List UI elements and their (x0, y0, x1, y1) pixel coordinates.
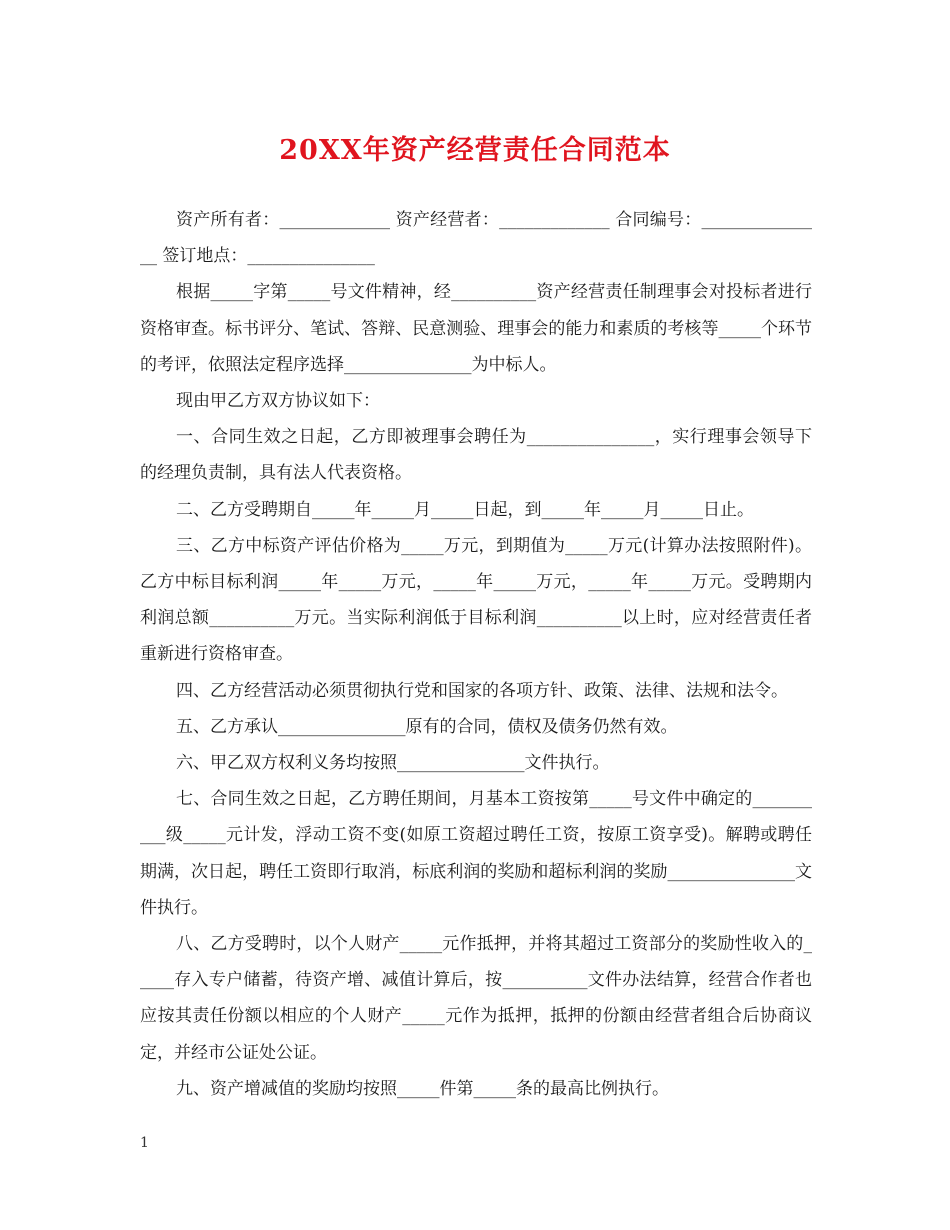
clause-3: 三、乙方中标资产评估价格为_____万元，到期值为_____万元(计算办法按照附件)。乙方中标目标利润_____年_____万元，_____年_____万元，_____年_____万元。受聘期内利润总额__________万元。当实际利润低于目标利润__________以上时，应对经营责任者重新进行资格审查。 (140, 535, 812, 665)
page-number: 1 (140, 1135, 149, 1151)
clause-2: 二、乙方受聘期自_____年_____月_____日起，到_____年_____月_____日止。 (176, 499, 754, 520)
clause-1: 一、合同生效之日起，乙方即被理事会聘任为_______________，实行理事会领导下的经理负责制，具有法人代表资格。 (140, 427, 812, 484)
document-title: 20XX年资产经营责任合同范本 (279, 135, 671, 166)
document-body (140, 202, 812, 1107)
paragraph-basis: 根据_____字第_____号文件精神，经__________资产经营责任制理事会对投标者进行资格审查。标书评分、笔试、答辩、民意测验、理事会的能力和素质的考核等_____个环节的考评，依照法定程序选择_______________为中标人。 (140, 282, 812, 375)
clause-6: 六、甲乙双方权利义务均按照_______________文件执行。 (176, 753, 610, 774)
paragraph-agreement-intro: 现由甲乙方双方协议如下： (176, 391, 380, 412)
clause-9: 九、资产增减值的奖励均按照_____件第_____条的最高比例执行。 (176, 1078, 669, 1099)
clause-4: 四、乙方经营活动必须贯彻执行党和国家的各项方针、政策、法律、法规和法令。 (176, 680, 788, 701)
clause-7: 七、合同生效之日起，乙方聘任期间，月基本工资按第_____号文件中确定的__________级_____元计发，浮动工资不变(如原工资超过聘任工资，按原工资享受)。解聘或聘任期满，次日起，聘任工资即行取消，标底利润的奖励和超标利润的奖励_______________文件执行。 (140, 789, 812, 918)
clause-8: 八、乙方受聘时，以个人财产_____元作抵押，并将其超过工资部分的奖励性收入的_____存入专户储蓄，待资产增、减值计算后，按__________文件办法结算，经营合作者也应按其责任份额以相应的个人财产_____元作为抵押，抵押的份额由经营者组合后协商议定，并经市公证处公证。 (140, 934, 812, 1063)
clause-5: 五、乙方承认_______________原有的合同，债权及债务仍然有效。 (176, 716, 678, 737)
parties-line: 资产所有者：_____________ 资产经营者：_____________ 合同编号：_______________ 签订地点：_______________ (140, 210, 812, 267)
